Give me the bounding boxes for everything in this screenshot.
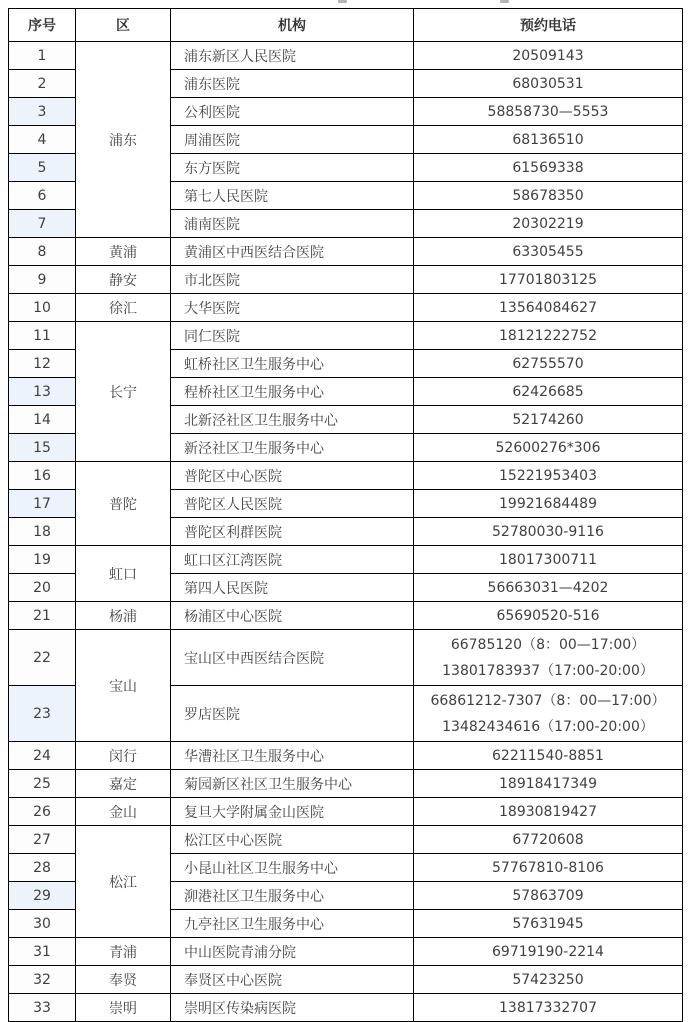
row-number-cell: 28 bbox=[9, 854, 76, 882]
header-row bbox=[9, 9, 683, 42]
row-number-cell: 24 bbox=[9, 742, 76, 770]
institution-cell: 第七人民医院 bbox=[171, 182, 414, 210]
phone-cell: 52600276*306 bbox=[414, 434, 683, 462]
phone-cell bbox=[414, 630, 683, 686]
phone-cell: 18017300711 bbox=[414, 546, 683, 574]
phone-cell: 20302219 bbox=[414, 210, 683, 238]
institution-cell: 黄浦区中西医结合医院 bbox=[171, 238, 414, 266]
district-cell: 虹口 bbox=[76, 546, 171, 602]
district-cell: 青浦 bbox=[76, 938, 171, 966]
district-cell: 杨浦 bbox=[76, 602, 171, 630]
phone-cell: 61569338 bbox=[414, 154, 683, 182]
row-number-cell: 17 bbox=[9, 490, 76, 518]
table-row bbox=[9, 42, 683, 70]
clipped-text-remnant bbox=[500, 0, 509, 3]
institution-cell: 周浦医院 bbox=[171, 126, 414, 154]
table-row bbox=[9, 294, 683, 322]
institution-cell: 市北医院 bbox=[171, 266, 414, 294]
phone-cell: 19921684489 bbox=[414, 490, 683, 518]
row-number-cell: 15 bbox=[9, 434, 76, 462]
institution-cell: 中山医院青浦分院 bbox=[171, 938, 414, 966]
phone-cell bbox=[414, 686, 683, 742]
district-cell: 长宁 bbox=[76, 322, 171, 462]
header-phone: 预约电话 bbox=[414, 9, 683, 42]
row-number-cell: 31 bbox=[9, 938, 76, 966]
phone-cell: 62755570 bbox=[414, 350, 683, 378]
table-row bbox=[9, 238, 683, 266]
table-row bbox=[9, 462, 683, 490]
row-number-cell: 25 bbox=[9, 770, 76, 798]
district-cell: 奉贤 bbox=[76, 966, 171, 994]
institution-cell: 普陀区利群医院 bbox=[171, 518, 414, 546]
header-seq: 序号 bbox=[9, 9, 76, 42]
phone-cell: 57863709 bbox=[414, 882, 683, 910]
header-district: 区 bbox=[76, 9, 171, 42]
district-cell: 松江 bbox=[76, 826, 171, 938]
row-number-cell: 20 bbox=[9, 574, 76, 602]
institution-cell: 浦南医院 bbox=[171, 210, 414, 238]
table-row bbox=[9, 994, 683, 1022]
row-number-cell: 8 bbox=[9, 238, 76, 266]
district-cell: 金山 bbox=[76, 798, 171, 826]
phone-cell: 57631945 bbox=[414, 910, 683, 938]
row-number-cell: 19 bbox=[9, 546, 76, 574]
phone-cell: 52174260 bbox=[414, 406, 683, 434]
table-row bbox=[9, 938, 683, 966]
table-body bbox=[9, 42, 683, 1022]
row-number-cell: 29 bbox=[9, 882, 76, 910]
institution-cell: 公利医院 bbox=[171, 98, 414, 126]
phone-cell: 13564084627 bbox=[414, 294, 683, 322]
phone-cell: 52780030-9116 bbox=[414, 518, 683, 546]
district-cell: 徐汇 bbox=[76, 294, 171, 322]
table-row bbox=[9, 546, 683, 574]
phone-cell: 62426685 bbox=[414, 378, 683, 406]
institution-cell: 奉贤区中心医院 bbox=[171, 966, 414, 994]
row-number-cell: 3 bbox=[9, 98, 76, 126]
institution-cell: 同仁医院 bbox=[171, 322, 414, 350]
institution-cell: 东方医院 bbox=[171, 154, 414, 182]
institution-cell: 浦东新区人民医院 bbox=[171, 42, 414, 70]
row-number-cell: 10 bbox=[9, 294, 76, 322]
phone-cell: 58858730—5553 bbox=[414, 98, 683, 126]
row-number-cell: 32 bbox=[9, 966, 76, 994]
phone-cell: 57423250 bbox=[414, 966, 683, 994]
table-row bbox=[9, 322, 683, 350]
district-cell: 闵行 bbox=[76, 742, 171, 770]
table-row bbox=[9, 966, 683, 994]
row-number-cell: 23 bbox=[9, 686, 76, 742]
institution-cell: 松江区中心医院 bbox=[171, 826, 414, 854]
row-number-cell: 11 bbox=[9, 322, 76, 350]
institution-cell: 普陀区人民医院 bbox=[171, 490, 414, 518]
phone-line: 66785120（8：00—17:00） bbox=[450, 636, 646, 653]
phone-cell: 56663031—4202 bbox=[414, 574, 683, 602]
row-number-cell: 18 bbox=[9, 518, 76, 546]
institution-cell: 虹桥社区卫生服务中心 bbox=[171, 350, 414, 378]
institution-cell: 崇明区传染病医院 bbox=[171, 994, 414, 1022]
institution-cell: 泖港社区卫生服务中心 bbox=[171, 882, 414, 910]
hospital-phone-table bbox=[8, 8, 683, 1022]
institution-cell: 虹口区江湾医院 bbox=[171, 546, 414, 574]
institution-cell: 宝山区中西医结合医院 bbox=[171, 630, 414, 686]
row-number-cell: 6 bbox=[9, 182, 76, 210]
clipped-text-remnant bbox=[338, 0, 347, 3]
table-row bbox=[9, 798, 683, 826]
table-row bbox=[9, 770, 683, 798]
row-number-cell: 22 bbox=[9, 630, 76, 686]
phone-cell: 57767810-8106 bbox=[414, 854, 683, 882]
phone-cell: 63305455 bbox=[414, 238, 683, 266]
row-number-cell: 12 bbox=[9, 350, 76, 378]
phone-cell: 68136510 bbox=[414, 126, 683, 154]
institution-cell: 普陀区中心医院 bbox=[171, 462, 414, 490]
institution-cell: 北新泾社区卫生服务中心 bbox=[171, 406, 414, 434]
institution-cell: 华漕社区卫生服务中心 bbox=[171, 742, 414, 770]
row-number-cell: 9 bbox=[9, 266, 76, 294]
table-row bbox=[9, 266, 683, 294]
district-cell: 普陀 bbox=[76, 462, 171, 546]
institution-cell: 浦东医院 bbox=[171, 70, 414, 98]
table-row bbox=[9, 602, 683, 630]
phone-line: 66861212-7307（8：00—17:00） bbox=[430, 692, 666, 709]
row-number-cell: 1 bbox=[9, 42, 76, 70]
table-row bbox=[9, 742, 683, 770]
row-number-cell: 2 bbox=[9, 70, 76, 98]
institution-cell: 大华医院 bbox=[171, 294, 414, 322]
phone-line: 13482434616（17:00-20:00） bbox=[442, 718, 654, 735]
institution-cell: 小昆山社区卫生服务中心 bbox=[171, 854, 414, 882]
row-number-cell: 27 bbox=[9, 826, 76, 854]
institution-cell: 菊园新区社区卫生服务中心 bbox=[171, 770, 414, 798]
table-row bbox=[9, 630, 683, 686]
phone-cell: 20509143 bbox=[414, 42, 683, 70]
district-cell: 静安 bbox=[76, 266, 171, 294]
institution-cell: 第四人民医院 bbox=[171, 574, 414, 602]
row-number-cell: 30 bbox=[9, 910, 76, 938]
row-number-cell: 33 bbox=[9, 994, 76, 1022]
phone-cell: 68030531 bbox=[414, 70, 683, 98]
header-org: 机构 bbox=[171, 9, 414, 42]
district-cell: 嘉定 bbox=[76, 770, 171, 798]
row-number-cell: 13 bbox=[9, 378, 76, 406]
institution-cell: 程桥社区卫生服务中心 bbox=[171, 378, 414, 406]
row-number-cell: 26 bbox=[9, 798, 76, 826]
institution-cell: 九亭社区卫生服务中心 bbox=[171, 910, 414, 938]
district-cell: 宝山 bbox=[76, 630, 171, 742]
phone-cell: 18930819427 bbox=[414, 798, 683, 826]
phone-cell: 15221953403 bbox=[414, 462, 683, 490]
row-number-cell: 14 bbox=[9, 406, 76, 434]
phone-cell: 62211540-8851 bbox=[414, 742, 683, 770]
row-number-cell: 5 bbox=[9, 154, 76, 182]
row-number-cell: 21 bbox=[9, 602, 76, 630]
phone-line: 13801783937（17:00-20:00） bbox=[442, 662, 654, 679]
phone-cell: 17701803125 bbox=[414, 266, 683, 294]
row-number-cell: 4 bbox=[9, 126, 76, 154]
phone-cell: 18121222752 bbox=[414, 322, 683, 350]
institution-cell: 新泾社区卫生服务中心 bbox=[171, 434, 414, 462]
row-number-cell: 7 bbox=[9, 210, 76, 238]
phone-cell: 18918417349 bbox=[414, 770, 683, 798]
phone-cell: 69719190-2214 bbox=[414, 938, 683, 966]
district-cell: 黄浦 bbox=[76, 238, 171, 266]
phone-cell: 67720608 bbox=[414, 826, 683, 854]
institution-cell: 复旦大学附属金山医院 bbox=[171, 798, 414, 826]
district-cell: 浦东 bbox=[76, 42, 171, 238]
institution-cell: 罗店医院 bbox=[171, 686, 414, 742]
institution-cell: 杨浦区中心医院 bbox=[171, 602, 414, 630]
phone-cell: 13817332707 bbox=[414, 994, 683, 1022]
phone-cell: 65690520-516 bbox=[414, 602, 683, 630]
district-cell: 崇明 bbox=[76, 994, 171, 1022]
row-number-cell: 16 bbox=[9, 462, 76, 490]
phone-cell: 58678350 bbox=[414, 182, 683, 210]
table-row bbox=[9, 826, 683, 854]
